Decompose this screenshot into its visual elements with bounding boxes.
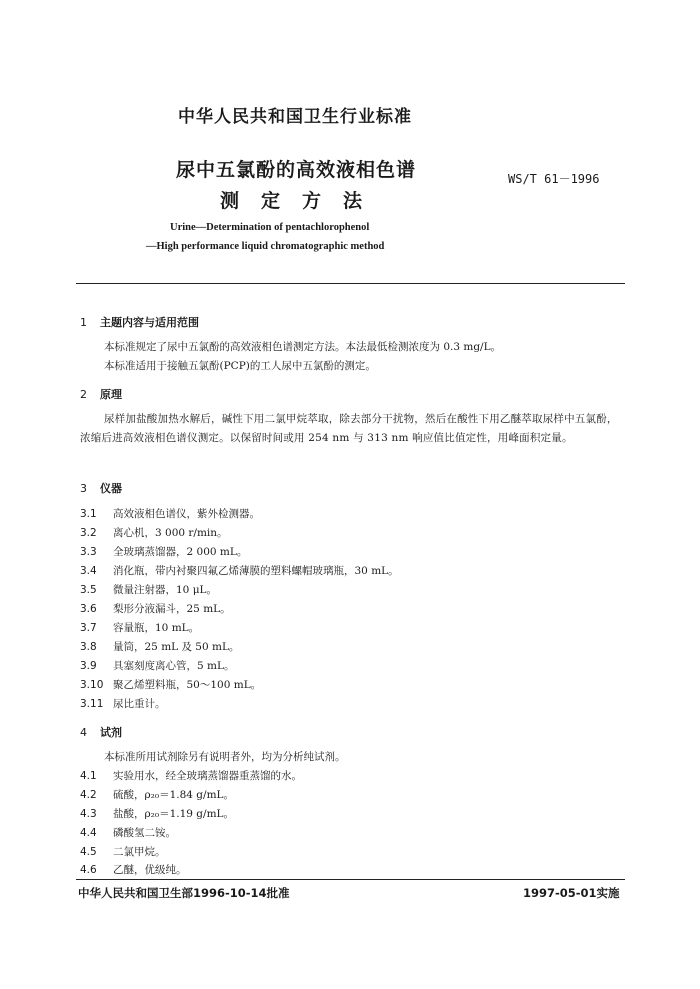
section-number: 2 bbox=[80, 388, 87, 401]
list-item bbox=[80, 601, 231, 616]
list-item bbox=[80, 825, 176, 840]
item-number: 3.7 bbox=[80, 622, 97, 634]
footer-divider bbox=[76, 879, 625, 880]
list-item bbox=[80, 787, 234, 802]
section-1-heading bbox=[80, 314, 199, 330]
issuing-body-heading: 中华人民共和国卫生行业标准 bbox=[178, 107, 412, 127]
list-item bbox=[80, 525, 228, 540]
section-1-paragraph-1: 本标准规定了尿中五氯酚的高效液相色谱测定方法。本法最低检测浓度为 0.3 mg/L。 bbox=[104, 341, 502, 353]
item-number: 3.3 bbox=[80, 546, 97, 558]
item-number: 3.8 bbox=[80, 641, 97, 653]
item-number: 3.6 bbox=[80, 603, 97, 615]
list-item bbox=[80, 768, 302, 783]
list-item bbox=[80, 544, 247, 559]
item-text: 具塞刻度离心管，5 mL。 bbox=[113, 660, 235, 672]
item-text: 微量注射器，10 μL。 bbox=[113, 584, 217, 596]
section-3-heading bbox=[80, 480, 122, 496]
item-text: 乙醚，优级纯。 bbox=[113, 864, 187, 876]
item-text: 聚乙烯塑料瓶，50～100 mL。 bbox=[113, 679, 262, 691]
item-text: 容量瓶，10 mL。 bbox=[113, 622, 200, 634]
item-number: 4.6 bbox=[80, 864, 97, 876]
item-number: 3.11 bbox=[80, 698, 104, 710]
implementation-date: 1997-05-01实施 bbox=[523, 886, 620, 900]
section-4-heading bbox=[80, 724, 122, 740]
item-text: 盐酸，ρ₂₀＝1.19 g/mL。 bbox=[113, 808, 234, 820]
document-title: 尿中五氯酚的高效液相色谱 bbox=[176, 159, 417, 181]
section-2-paragraph: 尿样加盐酸加热水解后，碱性下用二氯甲烷萃取，除去部分干扰物，然后在酸性下用乙醚萃取尿样中五氯酚，浓缩后进高效液相色谱仪测定。以保留时间或用 254 nm 与 313 nm 响应值比值定性，用峰面积定量。 bbox=[80, 413, 618, 444]
item-text: 硫酸，ρ₂₀＝1.84 g/mL。 bbox=[113, 789, 234, 801]
item-text: 实验用水，经全玻璃蒸馏器重蒸馏的水。 bbox=[113, 770, 302, 782]
section-number: 1 bbox=[80, 316, 87, 329]
section-number: 3 bbox=[80, 482, 87, 495]
section-2-heading bbox=[80, 386, 122, 402]
item-number: 3.9 bbox=[80, 660, 97, 672]
list-item bbox=[80, 506, 260, 521]
item-number: 4.2 bbox=[80, 789, 97, 801]
list-item bbox=[80, 696, 166, 711]
list-item bbox=[80, 639, 239, 654]
section-number: 4 bbox=[80, 726, 87, 739]
item-text: 量筒，25 mL 及 50 mL。 bbox=[113, 641, 240, 653]
item-number: 3.1 bbox=[80, 508, 97, 520]
list-item bbox=[80, 620, 199, 635]
list-item bbox=[80, 862, 187, 877]
item-text: 消化瓶，带内衬聚四氟乙烯薄膜的塑料螺帽玻璃瓶，30 mL。 bbox=[113, 565, 399, 577]
item-number: 3.4 bbox=[80, 565, 97, 577]
section-1-paragraph-2: 本标准适用于接触五氯酚(PCP)的工人尿中五氯酚的测定。 bbox=[104, 360, 376, 372]
list-item bbox=[80, 658, 234, 673]
item-number: 4.3 bbox=[80, 808, 97, 820]
item-text: 二氯甲烷。 bbox=[113, 846, 166, 858]
item-text: 离心机，3 000 r/min。 bbox=[113, 527, 228, 539]
header-divider bbox=[76, 283, 625, 284]
item-number: 4.1 bbox=[80, 770, 97, 782]
section-title: 主题内容与适用范围 bbox=[100, 316, 199, 329]
item-text: 梨形分液漏斗，25 mL。 bbox=[113, 603, 231, 615]
item-number: 3.2 bbox=[80, 527, 97, 539]
item-number: 3.10 bbox=[80, 679, 104, 691]
list-item bbox=[80, 844, 166, 859]
english-title-line-2: —High performance liquid chromatographic method bbox=[146, 241, 385, 252]
item-number: 3.5 bbox=[80, 584, 97, 596]
item-number: 4.5 bbox=[80, 846, 97, 858]
english-title-line-1: Urine—Determination of pentachlorophenol bbox=[170, 222, 370, 233]
item-text: 高效液相色谱仪，紫外检测器。 bbox=[113, 508, 260, 520]
list-item bbox=[80, 563, 399, 578]
standard-code: WS/T 61－1996 bbox=[508, 172, 600, 186]
item-text: 磷酸氢二铵。 bbox=[113, 827, 176, 839]
list-item bbox=[80, 582, 217, 597]
item-text: 全玻璃蒸馏器，2 000 mL。 bbox=[113, 546, 248, 558]
item-text: 尿比重计。 bbox=[113, 698, 166, 710]
item-number: 4.4 bbox=[80, 827, 97, 839]
list-item bbox=[80, 806, 234, 821]
approval-statement: 中华人民共和国卫生部1996-10-14批准 bbox=[78, 886, 290, 900]
section-title: 试剂 bbox=[100, 726, 122, 739]
section-title: 原理 bbox=[100, 388, 122, 401]
section-title: 仪器 bbox=[100, 482, 122, 495]
section-4-intro: 本标准所用试剂除另有说明者外，均为分析纯试剂。 bbox=[104, 751, 346, 763]
list-item bbox=[80, 677, 261, 692]
document-subtitle: 测定方法 bbox=[220, 190, 385, 212]
